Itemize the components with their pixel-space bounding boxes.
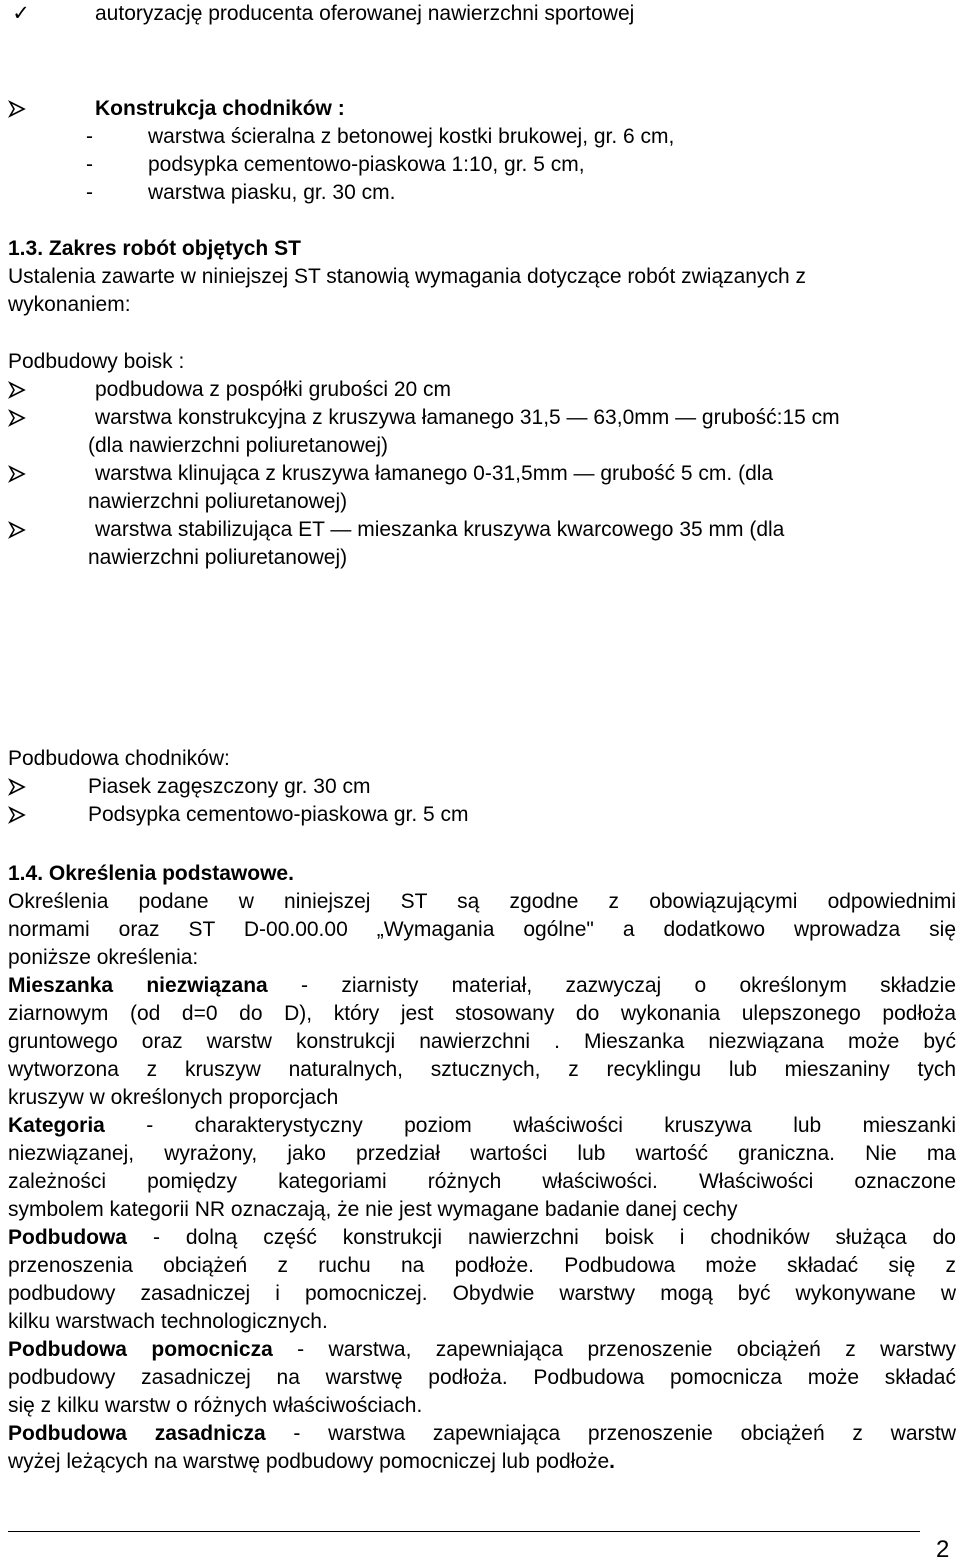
paragraph-line: się z kilku warstw o różnych właściwościach.	[8, 1394, 423, 1417]
paragraph-line: zależności pomiędzy kategoriami różnych właściwości. Właściwości oznaczone	[8, 1170, 956, 1193]
check-item-text: autoryzację producenta oferowanej nawierzchni sportowej	[95, 2, 635, 25]
definition-first-line: Podbudowa pomocnicza - warstwa, zapewniająca przenoszenie obciążeń z warstwy	[8, 1338, 956, 1361]
arrow-bullet-icon	[8, 100, 26, 118]
paragraph-line: ziarnowym (od d=0 do D), który jest stosowany do wykonania ulepszonego podłoża	[8, 1002, 956, 1025]
sidewalk-construction	[8, 95, 956, 207]
dash-bullet: -	[86, 181, 93, 204]
list-item: warstwa piasku, gr. 30 cm.	[148, 181, 396, 204]
check-icon: ✓	[12, 2, 30, 25]
paragraph-line: niezwiązanej, wyrażony, jako przedział wartości lub wartość graniczna. Nie ma	[8, 1142, 956, 1165]
section-1-3	[8, 235, 956, 319]
list-item-continuation: nawierzchni poliuretanowej)	[88, 490, 348, 513]
sidewalk-base-list	[8, 745, 956, 829]
list-item: Podsypka cementowo-piaskowa gr. 5 cm	[88, 803, 469, 826]
paragraph-line: Ustalenia zawarte w niniejszej ST stanowią wymagania dotyczące robót związanych z	[8, 265, 806, 288]
arrow-bullet-icon	[8, 806, 26, 824]
definition-first-line: Kategoria - charakterystyczny poziom właściwości kruszywa lub mieszanki	[8, 1114, 956, 1137]
paragraph-line: kruszyw w określonych proporcjach	[8, 1086, 339, 1109]
dash-bullet: -	[86, 153, 93, 176]
definition-first-line: Podbudowa zasadnicza - warstwa zapewniająca przenoszenie obciążeń z warstw	[8, 1422, 956, 1445]
list-item-continuation: nawierzchni poliuretanowej)	[88, 546, 348, 569]
paragraph-line: normami oraz ST D-00.00.00 „Wymagania ogólne" a dodatkowo wprowadza się	[8, 918, 956, 941]
list-item-continuation: (dla nawierzchni poliuretanowej)	[88, 434, 388, 457]
definition-first-line: Mieszanka niezwiązana - ziarnisty materiał, zazwyczaj o określonym składzie	[8, 974, 956, 997]
paragraph-line: przenoszenia obciążeń z ruchu na podłoże. Podbudowa może składać się z	[8, 1254, 956, 1277]
definition-term: Podbudowa pomocnicza	[8, 1338, 273, 1361]
definition-term: Podbudowa zasadnicza	[8, 1422, 266, 1445]
arrow-bullet-icon	[8, 521, 26, 539]
footer-divider	[8, 1531, 920, 1532]
page-number: 2	[936, 1536, 950, 1563]
list-title: Podbudowa chodników:	[8, 747, 230, 770]
definition-term: Podbudowa	[8, 1226, 127, 1249]
list-item: warstwa klinująca z kruszywa łamanego 0-31,5mm — grubość 5 cm. (dla	[95, 462, 774, 485]
list-title: Podbudowy boisk :	[8, 350, 185, 373]
list-item: podbudowa z pospółki grubości 20 cm	[95, 378, 452, 401]
definition-first-line: Podbudowa - dolną część konstrukcji nawierzchni boisk i chodników służąca do	[8, 1226, 956, 1249]
paragraph-line: Określenia podane w niniejszej ST są zgodne z obowiązującymi odpowiednimi	[8, 890, 956, 913]
arrow-bullet-icon	[8, 465, 26, 483]
section-1-4	[8, 860, 956, 1476]
list-item: Piasek zagęszczony gr. 30 cm	[88, 775, 371, 798]
arrow-bullet-icon	[8, 381, 26, 399]
pitch-base-list	[8, 348, 956, 572]
paragraph-line: kilku warstwach technologicznych.	[8, 1310, 328, 1333]
definition-term: Kategoria	[8, 1114, 105, 1137]
paragraph-line: wytworzona z kruszyw naturalnych, sztucznych, z recyklingu lub mieszaniny tych	[8, 1058, 956, 1081]
list-item: warstwa konstrukcyjna z kruszywa łamanego 31,5 — 63,0mm — grubość:15 cm	[95, 406, 840, 429]
paragraph-line: gruntowego oraz warstw konstrukcji nawierzchni . Mieszanka niezwiązana może być	[8, 1030, 956, 1053]
list-item: warstwa ścieralna z betonowej kostki brukowej, gr. 6 cm,	[148, 125, 675, 148]
paragraph-line: wyżej leżących na warstwę podbudowy pomocniczej lub podłoże.	[8, 1450, 615, 1473]
section-heading: 1.4. Określenia podstawowe.	[8, 862, 294, 885]
arrow-bullet-icon	[8, 778, 26, 796]
paragraph-line: podbudowy zasadniczej na warstwę podłoża. Podbudowa pomocnicza może składać	[8, 1366, 956, 1389]
sidewalk-construction-heading: Konstrukcja chodników :	[95, 97, 345, 120]
paragraph-line: wykonaniem:	[8, 293, 131, 316]
dash-bullet: -	[86, 125, 93, 148]
arrow-bullet-icon	[8, 409, 26, 427]
section-heading: 1.3. Zakres robót objętych ST	[8, 237, 301, 260]
list-item: podsypka cementowo-piaskowa 1:10, gr. 5 cm,	[148, 153, 585, 176]
check-list-item	[8, 0, 956, 28]
paragraph-line: podbudowy zasadniczej i pomocniczej. Obydwie warstwy mogą być wykonywane w	[8, 1282, 956, 1305]
paragraph-line: symbolem kategorii NR oznaczają, że nie jest wymagane badanie danej cechy	[8, 1198, 738, 1221]
definition-term: Mieszanka niezwiązana	[8, 974, 268, 997]
list-item: warstwa stabilizująca ET — mieszanka kruszywa kwarcowego 35 mm (dla	[95, 518, 785, 541]
paragraph-line: poniższe określenia:	[8, 946, 199, 969]
